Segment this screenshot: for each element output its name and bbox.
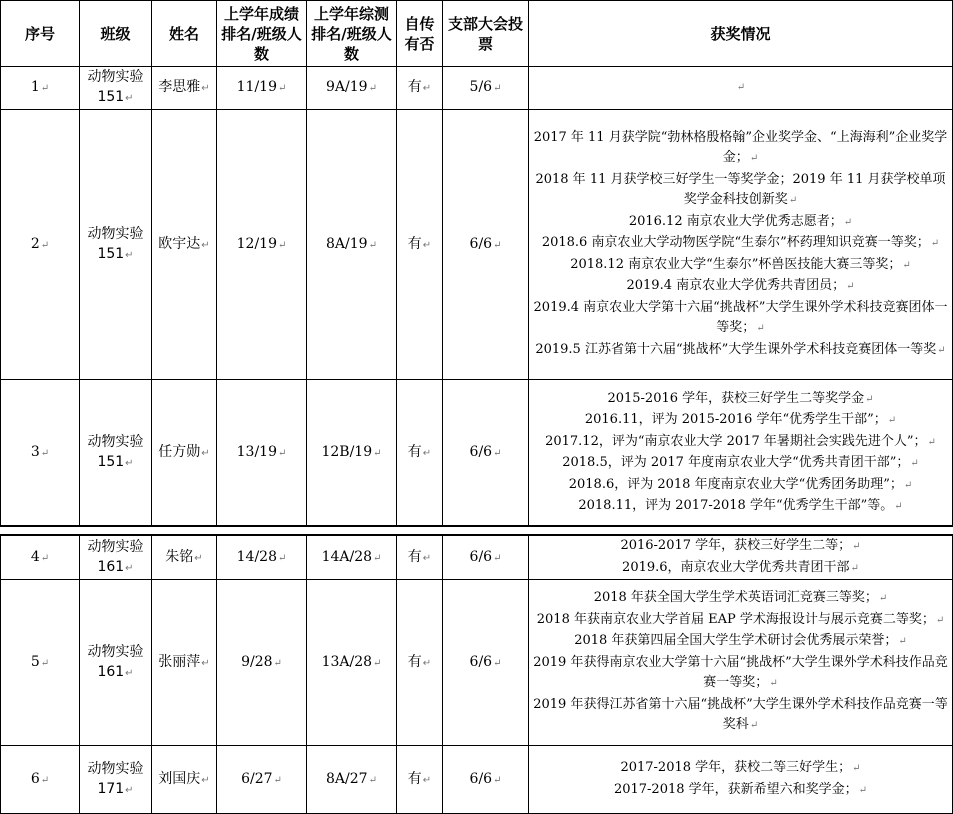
eval-rank <box>307 380 397 527</box>
award-item <box>532 170 949 212</box>
header-cell: 自传有否 <box>397 1 443 67</box>
paragraph-mark: ↵ <box>493 657 502 669</box>
eval-rank <box>307 67 397 110</box>
grade-rank-text: 6/27 <box>241 770 273 787</box>
class-name <box>80 380 152 527</box>
paragraph-mark: ↵ <box>125 562 134 574</box>
header-row <box>1 1 953 67</box>
eval-rank <box>307 536 397 580</box>
award-text: 2019.5 江苏省第十六届“挑战杯”大学生课外学术科技竞赛团体一等奖 <box>535 341 937 357</box>
award-item <box>532 631 949 653</box>
autobiography-flag-text: 有 <box>407 79 422 95</box>
paragraph-mark: ↵ <box>858 784 868 796</box>
eval-rank-text: 14A/28 <box>321 548 373 565</box>
awards-cell <box>529 67 953 110</box>
paragraph-mark: ↵ <box>930 238 940 250</box>
paragraph-mark: ↵ <box>125 249 134 261</box>
paragraph-mark: ↵ <box>201 448 210 459</box>
award-text: 2019.6，南京农业大学优秀共青团干部 <box>622 559 850 575</box>
award-text: 2018.6 南京农业大学动物医学院“生泰尔”杯药理知识竞赛一等奖； <box>541 235 930 251</box>
paragraph-mark: ↵ <box>277 83 287 94</box>
award-item <box>532 233 949 255</box>
paragraph-mark: ↵ <box>903 479 913 491</box>
row-number-text: 5 <box>30 653 40 670</box>
paragraph-mark: ↵ <box>40 239 50 251</box>
award-item <box>532 558 949 580</box>
award-item <box>532 758 949 780</box>
award-text: 2018 年获南京农业大学首届 EAP 学术海报设计与展示竞赛二等奖； <box>536 611 935 627</box>
grade-rank-text: 14/28 <box>236 548 277 565</box>
award-text: 2019 年获得江苏省第十六届“挑战杯”大学生课外学术科技作品竞赛一等奖科 <box>533 696 948 733</box>
award-item <box>532 695 949 737</box>
student-name <box>152 380 217 527</box>
grade-rank <box>217 536 307 580</box>
paragraph-mark: ↵ <box>368 239 377 251</box>
class-name <box>80 746 152 814</box>
awards-cell <box>529 746 953 814</box>
award-text: 2019.4 南京农业大学第十六届“挑战杯”大学生课外学术科技竞赛团体一等奖； <box>533 299 948 336</box>
student-name-text: 任方勋 <box>158 444 201 460</box>
branch-vote <box>443 536 529 580</box>
eval-rank-text: 13A/28 <box>321 653 373 670</box>
eval-rank-text: 12B/19 <box>321 444 373 460</box>
award-text: 2017 年 11 月获学院“勃林格殷格翰”企业奖学金、“上海海利”企业奖学金； <box>533 129 948 166</box>
paragraph-mark: ↵ <box>736 82 746 94</box>
paragraph-mark: ↵ <box>898 636 907 648</box>
class-name <box>80 580 152 746</box>
grade-rank <box>217 380 307 527</box>
class-name-text: 动物实验 151 <box>87 434 144 470</box>
row-number-text: 6 <box>30 770 40 787</box>
branch-vote <box>443 110 529 380</box>
award-item <box>532 212 949 234</box>
branch-vote <box>443 380 529 527</box>
branch-vote-text: 5/6 <box>469 79 493 95</box>
table-row <box>1 580 953 746</box>
award-text: 2019 年获得南京农业大学第十六届“挑战杯”大学生课外学术科技作品竞赛一等奖； <box>533 654 948 691</box>
student-name <box>152 580 217 746</box>
award-text: 2015-2016 学年，获校三好学生二等奖学金 <box>607 390 865 406</box>
student-name-text: 朱铭 <box>165 548 194 565</box>
awards-cell <box>529 110 953 380</box>
award-text: 2018.6，评为 2018 年度南京农业大学“优秀团务助理”； <box>568 476 903 492</box>
eval-rank <box>307 580 397 746</box>
award-text: 2017.12，评为“南京农业大学 2017 年暑期社会实践先进个人”； <box>545 433 927 449</box>
paragraph-mark: ↵ <box>125 458 134 469</box>
student-name <box>152 746 217 814</box>
paragraph-mark: ↵ <box>273 774 282 786</box>
grade-rank <box>217 67 307 110</box>
row-number <box>1 67 80 110</box>
header-cell: 获奖情况 <box>529 1 953 67</box>
branch-vote-text: 6/6 <box>469 548 493 565</box>
award-item <box>532 780 949 802</box>
paragraph-mark: ↵ <box>201 774 210 786</box>
eval-rank-text: 9A/19 <box>326 79 368 95</box>
paragraph-mark: ↵ <box>749 153 759 165</box>
branch-vote-text: 6/6 <box>469 444 493 460</box>
award-text: 2018 年获全国大学生学术英语词汇竞赛三等奖； <box>593 590 878 606</box>
paragraph-mark: ↵ <box>865 393 874 405</box>
paragraph-mark: ↵ <box>373 552 382 564</box>
paragraph-mark: ↵ <box>125 784 134 796</box>
award-text: 2018 年 11 月获学校三好学生一等奖学金；2019 年 11 月获学校单项奖学金科技创新奖 <box>535 171 946 208</box>
paragraph-mark: ↵ <box>493 552 502 564</box>
row-number <box>1 110 80 380</box>
paragraph-mark: ↵ <box>201 239 210 251</box>
branch-vote-text: 6/6 <box>469 653 493 670</box>
award-text: 2018.12 南京农业大学“生泰尔”杯兽医技能大赛三等奖； <box>570 256 902 272</box>
award-item <box>532 496 949 518</box>
awards-cell <box>529 580 953 746</box>
paragraph-mark: ↵ <box>878 593 888 605</box>
paragraph-mark: ↵ <box>852 763 861 774</box>
award-text: 2019.4 南京农业大学优秀共青团员； <box>626 278 846 294</box>
award-text: 2018.5，评为 2017 年度南京农业大学“优秀共青团干部”； <box>562 455 910 470</box>
class-name-text: 动物实验 171 <box>87 760 144 797</box>
grade-rank-text: 9/28 <box>241 653 273 670</box>
paragraph-mark: ↵ <box>373 657 382 669</box>
paragraph-mark: ↵ <box>850 562 859 574</box>
paragraph-mark: ↵ <box>788 195 798 207</box>
award-item <box>532 298 949 340</box>
award-item <box>532 653 949 695</box>
paragraph-mark: ↵ <box>422 657 432 669</box>
award-item <box>532 432 949 454</box>
class-name-text: 动物实验 151 <box>87 69 144 105</box>
grade-rank <box>217 746 307 814</box>
award-text: 2018.11，评为 2017-2018 学年“优秀学生干部”等。 <box>578 498 894 513</box>
row-number <box>1 380 80 527</box>
award-item <box>532 340 949 362</box>
award-text: 2016.11，评为 2015-2016 学年“优秀学生干部”； <box>584 412 887 427</box>
award-item <box>532 453 949 475</box>
paragraph-mark: ↵ <box>194 552 203 564</box>
award-item <box>532 128 949 170</box>
paragraph-mark: ↵ <box>277 552 287 564</box>
candidates-table-part2 <box>0 535 953 814</box>
student-name-text: 张丽萍 <box>158 653 201 670</box>
paragraph-mark: ↵ <box>935 614 945 626</box>
awards-cell <box>529 536 953 580</box>
paragraph-mark: ↵ <box>125 667 134 679</box>
award-item <box>532 588 949 610</box>
header-cell: 姓名 <box>152 1 217 67</box>
award-item <box>532 610 949 632</box>
paragraph-mark: ↵ <box>493 774 502 786</box>
paragraph-mark: ↵ <box>368 83 377 94</box>
paragraph-mark: ↵ <box>769 678 778 690</box>
paragraph-mark: ↵ <box>493 239 502 251</box>
paragraph-mark: ↵ <box>40 448 50 459</box>
student-name <box>152 110 217 380</box>
branch-vote <box>443 746 529 814</box>
branch-vote <box>443 580 529 746</box>
class-name <box>80 536 152 580</box>
page-break-gap <box>0 525 953 535</box>
paragraph-mark: ↵ <box>422 774 432 786</box>
table-row <box>1 746 953 814</box>
paragraph-mark: ↵ <box>201 657 210 669</box>
table-row <box>1 536 953 580</box>
class-name <box>80 67 152 110</box>
paragraph-mark: ↵ <box>756 323 765 335</box>
paragraph-mark: ↵ <box>843 216 853 228</box>
award-text: 2016.12 南京农业大学优秀志愿者； <box>628 213 843 229</box>
paragraph-mark: ↵ <box>40 83 50 94</box>
grade-rank-text: 11/19 <box>236 79 277 95</box>
paragraph-mark: ↵ <box>894 501 903 512</box>
student-name <box>152 67 217 110</box>
branch-vote <box>443 67 529 110</box>
award-text: 2017-2018 学年，获新希望六和奖学金； <box>613 781 858 797</box>
eval-rank-text: 8A/19 <box>326 235 368 252</box>
header-cell: 支部大会投票 <box>443 1 529 67</box>
header-cell: 序号 <box>1 1 80 67</box>
paragraph-mark: ↵ <box>373 448 382 459</box>
student-name-text: 刘国庆 <box>158 770 201 787</box>
award-item <box>532 389 949 411</box>
paragraph-mark: ↵ <box>846 281 855 293</box>
award-text: 2016-2017 学年，获校三好学生二等； <box>620 538 852 553</box>
row-number-text: 4 <box>30 548 40 565</box>
paragraph-mark: ↵ <box>277 448 287 459</box>
grade-rank <box>217 110 307 380</box>
paragraph-mark: ↵ <box>902 259 911 271</box>
award-item <box>532 410 949 432</box>
autobiography-flag <box>397 67 443 110</box>
row-number <box>1 746 80 814</box>
paragraph-mark: ↵ <box>887 415 897 426</box>
autobiography-flag <box>397 746 443 814</box>
class-name <box>80 110 152 380</box>
class-name-text: 动物实验 161 <box>87 538 144 575</box>
eval-rank <box>307 110 397 380</box>
paragraph-mark: ↵ <box>273 657 282 669</box>
paragraph-mark: ↵ <box>422 448 432 459</box>
award-text: 2017-2018 学年，获校二等三好学生； <box>620 760 852 775</box>
autobiography-flag-text: 有 <box>407 444 422 460</box>
row-number-text: 3 <box>30 444 40 460</box>
eval-rank-text: 8A/27 <box>326 770 368 787</box>
paragraph-mark: ↵ <box>201 83 210 94</box>
row-number <box>1 580 80 746</box>
award-item <box>532 276 949 298</box>
award-item <box>532 255 949 277</box>
grade-rank-text: 12/19 <box>236 235 277 252</box>
paragraph-mark: ↵ <box>927 436 936 448</box>
autobiography-flag-text: 有 <box>407 548 422 565</box>
paragraph-mark: ↵ <box>40 657 50 669</box>
row-number <box>1 536 80 580</box>
grade-rank-text: 13/19 <box>236 444 277 460</box>
paragraph-mark: ↵ <box>40 552 50 564</box>
paragraph-mark: ↵ <box>493 83 502 94</box>
award-item <box>532 475 949 497</box>
table-row <box>1 110 953 380</box>
student-name-text: 欧宇达 <box>158 235 201 252</box>
autobiography-flag <box>397 580 443 746</box>
paragraph-mark: ↵ <box>422 83 432 94</box>
table-row <box>1 67 953 110</box>
autobiography-flag-text: 有 <box>407 653 422 670</box>
row-number-text: 1 <box>30 79 40 95</box>
paragraph-mark: ↵ <box>368 774 377 786</box>
paragraph-mark: ↵ <box>422 552 432 564</box>
paragraph-mark: ↵ <box>493 448 502 459</box>
branch-vote-text: 6/6 <box>469 770 493 787</box>
paragraph-mark: ↵ <box>852 541 861 552</box>
student-name <box>152 536 217 580</box>
student-name-text: 李思雅 <box>158 79 201 95</box>
awards-cell <box>529 380 953 527</box>
autobiography-flag-text: 有 <box>407 235 422 252</box>
paragraph-mark: ↵ <box>277 239 287 251</box>
grade-rank <box>217 580 307 746</box>
class-name-text: 动物实验 151 <box>87 225 144 262</box>
branch-vote-text: 6/6 <box>469 235 493 252</box>
autobiography-flag <box>397 110 443 380</box>
paragraph-mark: ↵ <box>40 774 50 786</box>
header-cell: 班级 <box>80 1 152 67</box>
paragraph-mark: ↵ <box>422 239 432 251</box>
paragraph-mark: ↵ <box>125 93 134 104</box>
class-name-text: 动物实验 161 <box>87 643 144 680</box>
paragraph-mark: ↵ <box>937 344 946 356</box>
autobiography-flag <box>397 536 443 580</box>
header-cell: 上学年综测排名/班级人数 <box>307 1 397 67</box>
award-text: 2018 年获第四届全国大学生学术研讨会优秀展示荣誉； <box>574 633 898 649</box>
autobiography-flag-text: 有 <box>407 770 422 787</box>
table-row <box>1 380 953 527</box>
paragraph-mark: ↵ <box>910 458 919 469</box>
eval-rank <box>307 746 397 814</box>
paragraph-mark: ↵ <box>749 720 759 732</box>
autobiography-flag <box>397 380 443 527</box>
row-number-text: 2 <box>30 235 40 252</box>
award-item <box>532 536 949 558</box>
header-cell: 上学年成绩排名/班级人数 <box>217 1 307 67</box>
